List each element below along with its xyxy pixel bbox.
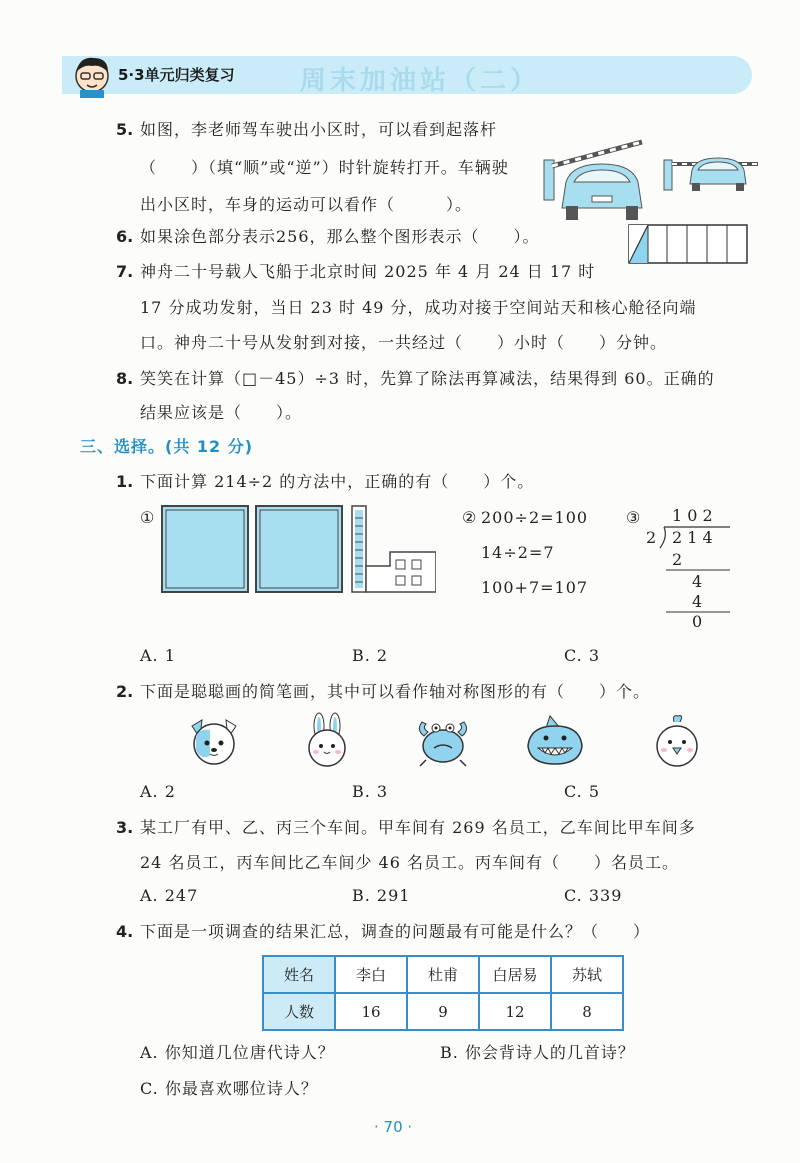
q6-number: 6.: [116, 227, 134, 246]
table-cell: 12: [479, 993, 551, 1030]
c1-stem: 下面计算 214÷2 的方法中，正确的有（ ）个。: [140, 472, 535, 491]
shark-icon: [524, 712, 586, 768]
table-header-cell: 姓名: [263, 956, 335, 993]
c1-number: 1.: [116, 472, 134, 491]
place-value-blocks-illustration: [160, 504, 436, 594]
q7-line1: 神舟二十号载人飞船于北京时间 2025 年 4 月 24 日 17 时: [140, 262, 596, 281]
chick-icon: [652, 712, 702, 768]
division-remainder: 0: [692, 612, 704, 631]
c1-method2-line3: 100+7=107: [481, 578, 589, 597]
table-cell: 9: [407, 993, 479, 1030]
survey-table: [262, 955, 624, 1031]
division-dividend: 2 1 4: [672, 528, 713, 547]
q8-number: 8.: [116, 369, 134, 388]
table-row: [263, 956, 623, 993]
q5-line1: 如图，李老师驾车驶出小区时，可以看到起落杆: [140, 120, 498, 139]
table-cell: 8: [551, 993, 623, 1030]
table-header-cell: 人数: [263, 993, 335, 1030]
car-barrier-illustration-open: [662, 150, 762, 194]
c3-option-c[interactable]: C. 339: [564, 886, 623, 905]
c2-stem: 下面是聪聪画的简笔画，其中可以看作轴对称图形的有（ ）个。: [140, 682, 651, 701]
q6-line1: 如果涂色部分表示256，那么整个图形表示（ ）。: [140, 227, 540, 246]
c2-option-a[interactable]: A. 2: [140, 782, 176, 801]
c3-line2: 24 名员工，丙车间比乙车间少 46 名员工。丙车间有（ ）名员工。: [140, 853, 679, 872]
table-cell: 杜甫: [407, 956, 479, 993]
c1-option-b[interactable]: B. 2: [352, 646, 389, 665]
c3-line1: 某工厂有甲、乙、丙三个车间。甲车间有 269 名员工，乙车间比甲车间多: [140, 818, 696, 837]
q7-number: 7.: [116, 262, 134, 281]
fraction-shaded-figure: [628, 224, 748, 264]
car-barrier-illustration-closed: [542, 138, 660, 224]
division-bracket-lines: [640, 506, 736, 632]
q5-number: 5.: [116, 120, 134, 139]
division-divisor: 2: [646, 528, 658, 547]
long-division: [640, 506, 736, 632]
c2-number: 2.: [116, 682, 134, 701]
table-cell: 苏轼: [551, 956, 623, 993]
c1-option-a[interactable]: A. 1: [140, 646, 176, 665]
q5-line2: （ ）（填“顺”或“逆”）时针旋转打开。车辆驶: [140, 158, 509, 177]
c2-option-c[interactable]: C. 5: [564, 782, 601, 801]
table-row: [263, 993, 623, 1030]
c2-option-b[interactable]: B. 3: [352, 782, 389, 801]
q7-line3: 口。神舟二十号从发射到对接，一共经过（ ）小时（ ）分钟。: [140, 333, 668, 352]
bunny-face-icon: [302, 712, 352, 768]
c1-option-c[interactable]: C. 3: [564, 646, 601, 665]
c3-option-b[interactable]: B. 291: [352, 886, 411, 905]
q8-line1: 笑笑在计算（□－45）÷3 时，先算了除法再算减法，结果得到 60。正确的: [140, 369, 715, 388]
q8-line2: 结果应该是（ ）。: [140, 403, 303, 422]
c1-method2-line1: 200÷2=100: [481, 508, 589, 527]
c1-method3-label: ③: [626, 508, 642, 527]
division-step3: 4: [692, 592, 704, 611]
c1-method2-line2: 14÷2=7: [481, 543, 555, 562]
division-quotient: 1 0 2: [672, 506, 713, 525]
division-step1: 2: [672, 550, 684, 569]
header-decoration-text: 周末加油站（二）: [300, 66, 541, 96]
c3-option-a[interactable]: A. 247: [140, 886, 199, 905]
page-number: · 70 ·: [374, 1118, 413, 1136]
table-cell: 李白: [335, 956, 407, 993]
section-title-choice: 三、选择。(共 12 分): [80, 437, 254, 456]
q7-line2: 17 分成功发射，当日 23 时 49 分，成功对接于空间站天和核心舱径向端: [140, 298, 697, 317]
c4-option-a[interactable]: A. 你知道几位唐代诗人？: [140, 1043, 335, 1062]
c4-stem: 下面是一项调查的结果汇总，调查的问题最有可能是什么？（ ）: [140, 922, 651, 941]
header-title: 5·3单元归类复习: [118, 66, 235, 84]
c4-option-b[interactable]: B. 你会背诗人的几首诗？: [440, 1043, 635, 1062]
crab-icon: [414, 714, 472, 768]
c4-option-c[interactable]: C. 你最喜欢哪位诗人？: [140, 1079, 318, 1098]
puppy-face-icon: [186, 716, 242, 768]
q5-line3: 出小区时，车身的运动可以看作（ ）。: [140, 195, 473, 214]
mascot-avatar: [70, 52, 114, 98]
c1-method2-label: ②: [462, 508, 478, 527]
division-step2: 4: [692, 572, 704, 591]
c1-method1-label: ①: [140, 508, 156, 527]
c4-number: 4.: [116, 922, 134, 941]
c3-number: 3.: [116, 818, 134, 837]
table-cell: 16: [335, 993, 407, 1030]
table-cell: 白居易: [479, 956, 551, 993]
